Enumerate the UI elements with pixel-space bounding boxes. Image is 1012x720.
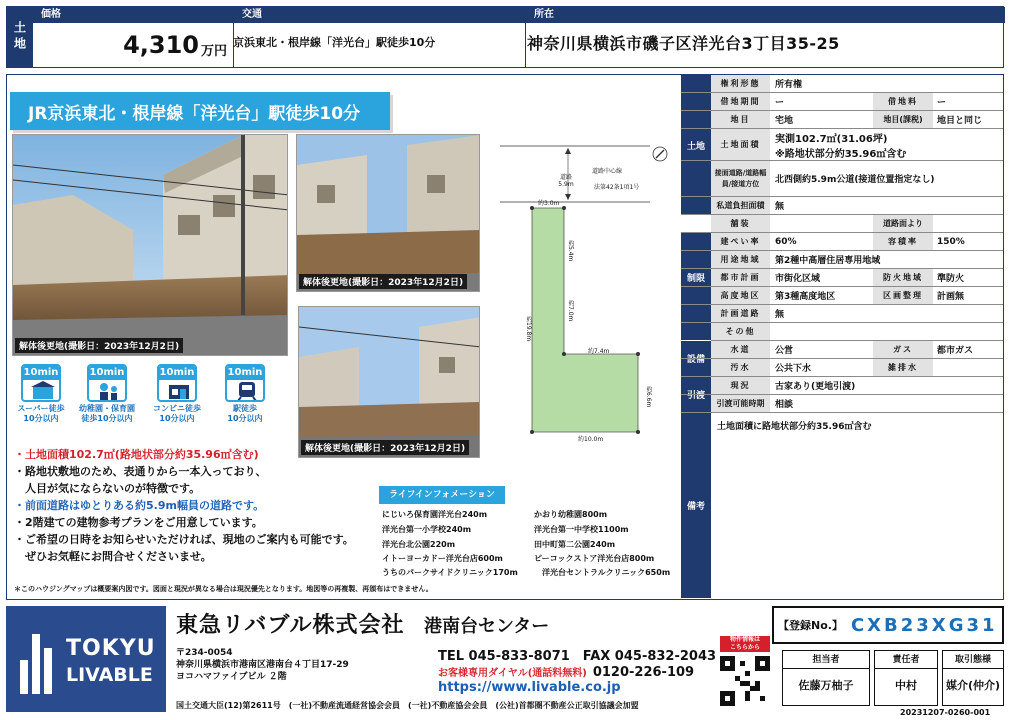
spec-label: 都市計画 [711, 269, 771, 286]
price-header: 価格 [33, 7, 233, 23]
site-photo-2-image [297, 135, 480, 292]
logo-text-2: LIVABLE [66, 664, 153, 686]
spec-label: 引渡可能時期 [711, 395, 771, 412]
registration-number [772, 606, 1004, 644]
dim-a: 約5.4m [567, 240, 574, 262]
lifeinfo-item: 田中町第二公園240m [534, 540, 616, 549]
spec-value [771, 323, 1003, 340]
spec-value: 市街化区域 [775, 274, 821, 284]
spec-label: 区画整理 [873, 287, 933, 304]
spec-label: 雑排水 [873, 359, 933, 376]
site-photo-3-caption: 解体後更地(撮影日：2023年12月2日) [301, 440, 469, 455]
company-logo [6, 606, 166, 712]
lifeinfo-item: かおり幼稚園800m [534, 510, 608, 519]
walk-label: コンビニ徒歩 10分以内 [153, 404, 201, 423]
kindergarten-icon [97, 381, 121, 401]
spec-row [681, 215, 1003, 233]
document-id: 20231207-0260-001 [900, 708, 991, 717]
spec-row [681, 305, 1003, 323]
access-value: 京浜東北・根岸線「洋光台」駅徒歩10分 [233, 36, 436, 49]
category-land: 土地 [681, 75, 711, 216]
site-photo-3 [298, 306, 480, 458]
staff-value: 中村 [895, 679, 917, 692]
spec-value: 所有権 [775, 80, 803, 90]
area-note: ※路地状部分約35.96㎡含む [775, 148, 907, 160]
selling-points [14, 446, 394, 565]
note-line: 人目が気にならないのが特徴です。 [14, 482, 201, 495]
license-text: 国土交通大臣(12)第2611号 (一社)不動産流通経営協会会員 (一社)不動産協会会員 (公社)首都圏不動産公正取引協議会加盟 [176, 701, 639, 710]
map-footnote: ＊このハウジングマップは概要案内図です。図面と現況が異なる場合は現況優先となります。地図等の再複製、再頒布はできません。 [14, 585, 433, 593]
spec-row [681, 341, 1003, 359]
category-restrictions: 制限 [681, 233, 711, 323]
spec-label: 舗装 [711, 215, 771, 232]
spec-label: 借地料 [873, 93, 933, 110]
branch-name: 港南台センター [424, 616, 550, 637]
spec-value: 相談 [775, 400, 794, 410]
staff-header: 取引態様 [943, 651, 1003, 669]
lifeinfo-item: 洋光台第一小学校240m [382, 525, 472, 534]
category-restrictions-cont [681, 323, 711, 341]
spec-label: その他 [711, 323, 771, 340]
spec-row [681, 233, 1003, 251]
spec-value: 第2種中高層住居専用地域 [775, 256, 881, 266]
spec-label: 権利形態 [711, 75, 771, 92]
site-photo-2-caption: 解体後更地(撮影日：2023年12月2日) [299, 274, 467, 289]
address-line-1: 神奈川県横浜市港南区港南台４丁目17-29 [176, 660, 349, 670]
walk-icon-station [214, 364, 276, 424]
staff-value: 佐藤万柚子 [798, 679, 854, 692]
company-name: 東急リバブル株式会社 [176, 613, 405, 638]
spec-value: 150% [937, 236, 965, 247]
dim-left: 約19.8m [525, 316, 532, 342]
lifeinfo-item: うちのパークサイドクリニック170m [382, 568, 518, 577]
spec-label: 私道負担面積 [711, 197, 771, 214]
spec-value: 公共下水 [775, 364, 812, 374]
note-line: ・2階建ての建物参考プランをご用意しています。 [14, 516, 263, 529]
spec-value: 無 [775, 202, 785, 212]
north-icon [653, 147, 667, 161]
category-remarks: 備考 [681, 413, 711, 599]
spec-label: 土地面積 [711, 129, 771, 160]
walk-badge [225, 364, 265, 402]
walk-label: スーパー徒歩 10分以内 [17, 404, 65, 423]
transaction-type [942, 650, 1004, 706]
price-value: 4,310 [123, 31, 199, 59]
price [33, 23, 233, 67]
spec-row [681, 395, 1003, 413]
spec-row [681, 129, 1003, 161]
spec-label: 借地期間 [711, 93, 771, 110]
spec-label: ガス [873, 341, 933, 358]
site-photo-3-image [299, 307, 480, 458]
staff-in-charge [782, 650, 870, 706]
walk-icon-supermarket [10, 364, 72, 424]
dim-top: 約3.0m [538, 200, 560, 207]
spec-label: 地目(課税) [873, 111, 933, 128]
spec-label: 道路面より [873, 215, 933, 232]
spec-row [681, 359, 1003, 377]
spec-label: 用途地域 [711, 251, 771, 268]
spec-value [771, 215, 873, 232]
staff-header: 担当者 [783, 651, 869, 669]
free-dial-label: お客様専用ダイヤル(通話料無料) [438, 668, 587, 679]
spec-value: 北西側約5.9m公道(接道位置指定なし) [775, 175, 935, 185]
walk-minutes: 10min [227, 367, 263, 378]
address-header: 所在 [526, 7, 1005, 23]
note-line: ・前面道路はゆとりある約5.9m幅員の道路です。 [14, 499, 265, 512]
qr-code-icon[interactable] [720, 656, 770, 706]
address-line-2: ヨコハマファイブビル ２階 [176, 672, 287, 682]
staff-header: 責任者 [875, 651, 937, 669]
spec-value: 公営 [775, 346, 794, 356]
postal-code: 〒234-0054 [176, 648, 233, 658]
spec-value: 計画無 [937, 292, 965, 302]
spec-value: 地目と同じ [937, 116, 983, 126]
walk-label: 幼稚園・保育園 徒歩10分以内 [79, 404, 135, 423]
spec-row [681, 93, 1003, 111]
spec-value: 宅地 [775, 116, 794, 126]
site-photo-main-image [13, 135, 288, 356]
spec-label: 接面道路/道路幅員/接道方位 [711, 161, 771, 196]
logo-mark-icon [20, 634, 60, 694]
spec-value: 60% [775, 236, 797, 247]
lifeinfo-item: 洋光台セントラルクリニック650m [542, 568, 671, 577]
website-link[interactable]: https://www.livable.co.jp [438, 680, 621, 695]
spec-row [681, 377, 1003, 395]
note-line: ・路地状敷地のため、表通りから一本入っており、 [14, 465, 267, 478]
dim-right: 約6.6m [645, 386, 652, 408]
train-icon [235, 381, 259, 401]
dim-b: 約7.0m [567, 300, 574, 322]
walk-minutes: 10min [23, 367, 59, 378]
registration-label: 【登録No.】 [778, 619, 843, 632]
convenience-store-icon [167, 381, 191, 401]
spec-row [681, 111, 1003, 129]
spec-label: 計画道路 [711, 305, 771, 322]
site-photo-main-caption: 解体後更地(撮影日：2023年12月2日) [15, 338, 183, 353]
road-center-label: 道路中心線 [592, 168, 623, 175]
access-header: 交通 [234, 7, 525, 23]
walk-icon-kindergarten [76, 364, 138, 424]
site-photo-main [12, 134, 288, 356]
spec-label: 汚水 [711, 359, 771, 376]
road-width-label: 道路 5.9m [558, 174, 574, 188]
walk-label: 駅徒歩 10分以内 [227, 404, 263, 423]
summary-bar [6, 6, 1004, 68]
walk-badge [21, 364, 61, 402]
lifeinfo-item: 洋光台北公園220m [382, 540, 456, 549]
lifeinfo-item: イトーヨーカドー洋光台店600m [382, 554, 503, 563]
walk-badge [87, 364, 127, 402]
phone-fax: TEL 045-833-8071 FAX 045-832-2043 [438, 649, 717, 664]
spec-label: 建ぺい率 [711, 233, 771, 250]
note-line: ・土地面積102.7㎡(路地状部分約35.96㎡含む) [14, 448, 259, 461]
supermarket-icon [31, 381, 55, 401]
lifeinfo-item: にじいろ保育園洋光台240m [382, 510, 488, 519]
lifeinfo-title: ライフインフォメーション [379, 486, 505, 504]
note-line: ・ご希望の日時をお知らせいただければ、現地のご案内も可能です。 [14, 533, 354, 546]
spec-row [681, 197, 1003, 215]
walk-minutes: 10min [89, 367, 125, 378]
address-value: 神奈川県横浜市磯子区洋光台3丁目35-25 [527, 34, 840, 53]
spec-row [681, 251, 1003, 269]
headline: JR京浜東北・根岸線「洋光台」駅徒歩10分 [10, 92, 390, 130]
free-dial-number: 0120-226-109 [592, 665, 695, 680]
spec-row [681, 75, 1003, 93]
dim-mid: 約7.4m [588, 348, 610, 355]
spec-value: ー [775, 98, 785, 108]
spec-value [933, 215, 1003, 232]
spec-row [681, 161, 1003, 197]
spec-value: 準防火 [937, 274, 965, 284]
spec-row [681, 323, 1003, 341]
note-line: ぜひお気軽にお問合せくださいませ。 [14, 550, 212, 563]
spec-label: 容積率 [873, 233, 933, 250]
area-value: 実測102.7㎡(31.06坪) [775, 133, 888, 145]
spec-label: 防火地域 [873, 269, 933, 286]
spec-value: 古家あり(更地引渡) [775, 382, 856, 392]
lifeinfo-item: ピーコックストア洋光台店800m [534, 554, 655, 563]
staff-manager [874, 650, 938, 706]
spec-value [933, 359, 1003, 376]
spec-value: ー [937, 98, 947, 108]
staff-value: 媒介(仲介) [945, 679, 1001, 692]
logo-text-1: TOKYU [66, 636, 156, 661]
spec-label: 現況 [711, 377, 771, 394]
spec-label: 高度地区 [711, 287, 771, 304]
qr-label: 物件情報は こちらから [720, 636, 770, 652]
walk-badge [157, 364, 197, 402]
spec-value: 都市ガス [937, 346, 974, 356]
remarks-text: 土地面積に路地状部分約35.96㎡含む [717, 422, 872, 432]
spec-row [681, 269, 1003, 287]
category-handover: 引渡 [681, 377, 711, 413]
spec-value: 無 [775, 310, 785, 320]
site-photo-2 [296, 134, 480, 292]
category-facilities: 設備 [681, 341, 711, 377]
walk-minutes: 10min [159, 367, 195, 378]
lot-shape [532, 208, 638, 432]
walk-icon-convenience [146, 364, 208, 424]
dim-bottom: 約10.0m [578, 436, 604, 443]
spec-label: 地目 [711, 111, 771, 128]
divider [525, 7, 526, 67]
lifeinfo-item: 洋光台第一中学校1100m [534, 525, 629, 534]
spec-value: 第3種高度地区 [775, 292, 836, 302]
registration-value: CXB23XG31 [850, 614, 998, 636]
spec-value [771, 129, 1003, 160]
property-type-label: 土地 [7, 7, 33, 67]
price-unit: 万円 [200, 44, 227, 59]
free-dial [438, 664, 694, 680]
spec-label: 水道 [711, 341, 771, 358]
road-note: 法第42条1項1号 [594, 184, 640, 191]
spec-row [681, 287, 1003, 305]
